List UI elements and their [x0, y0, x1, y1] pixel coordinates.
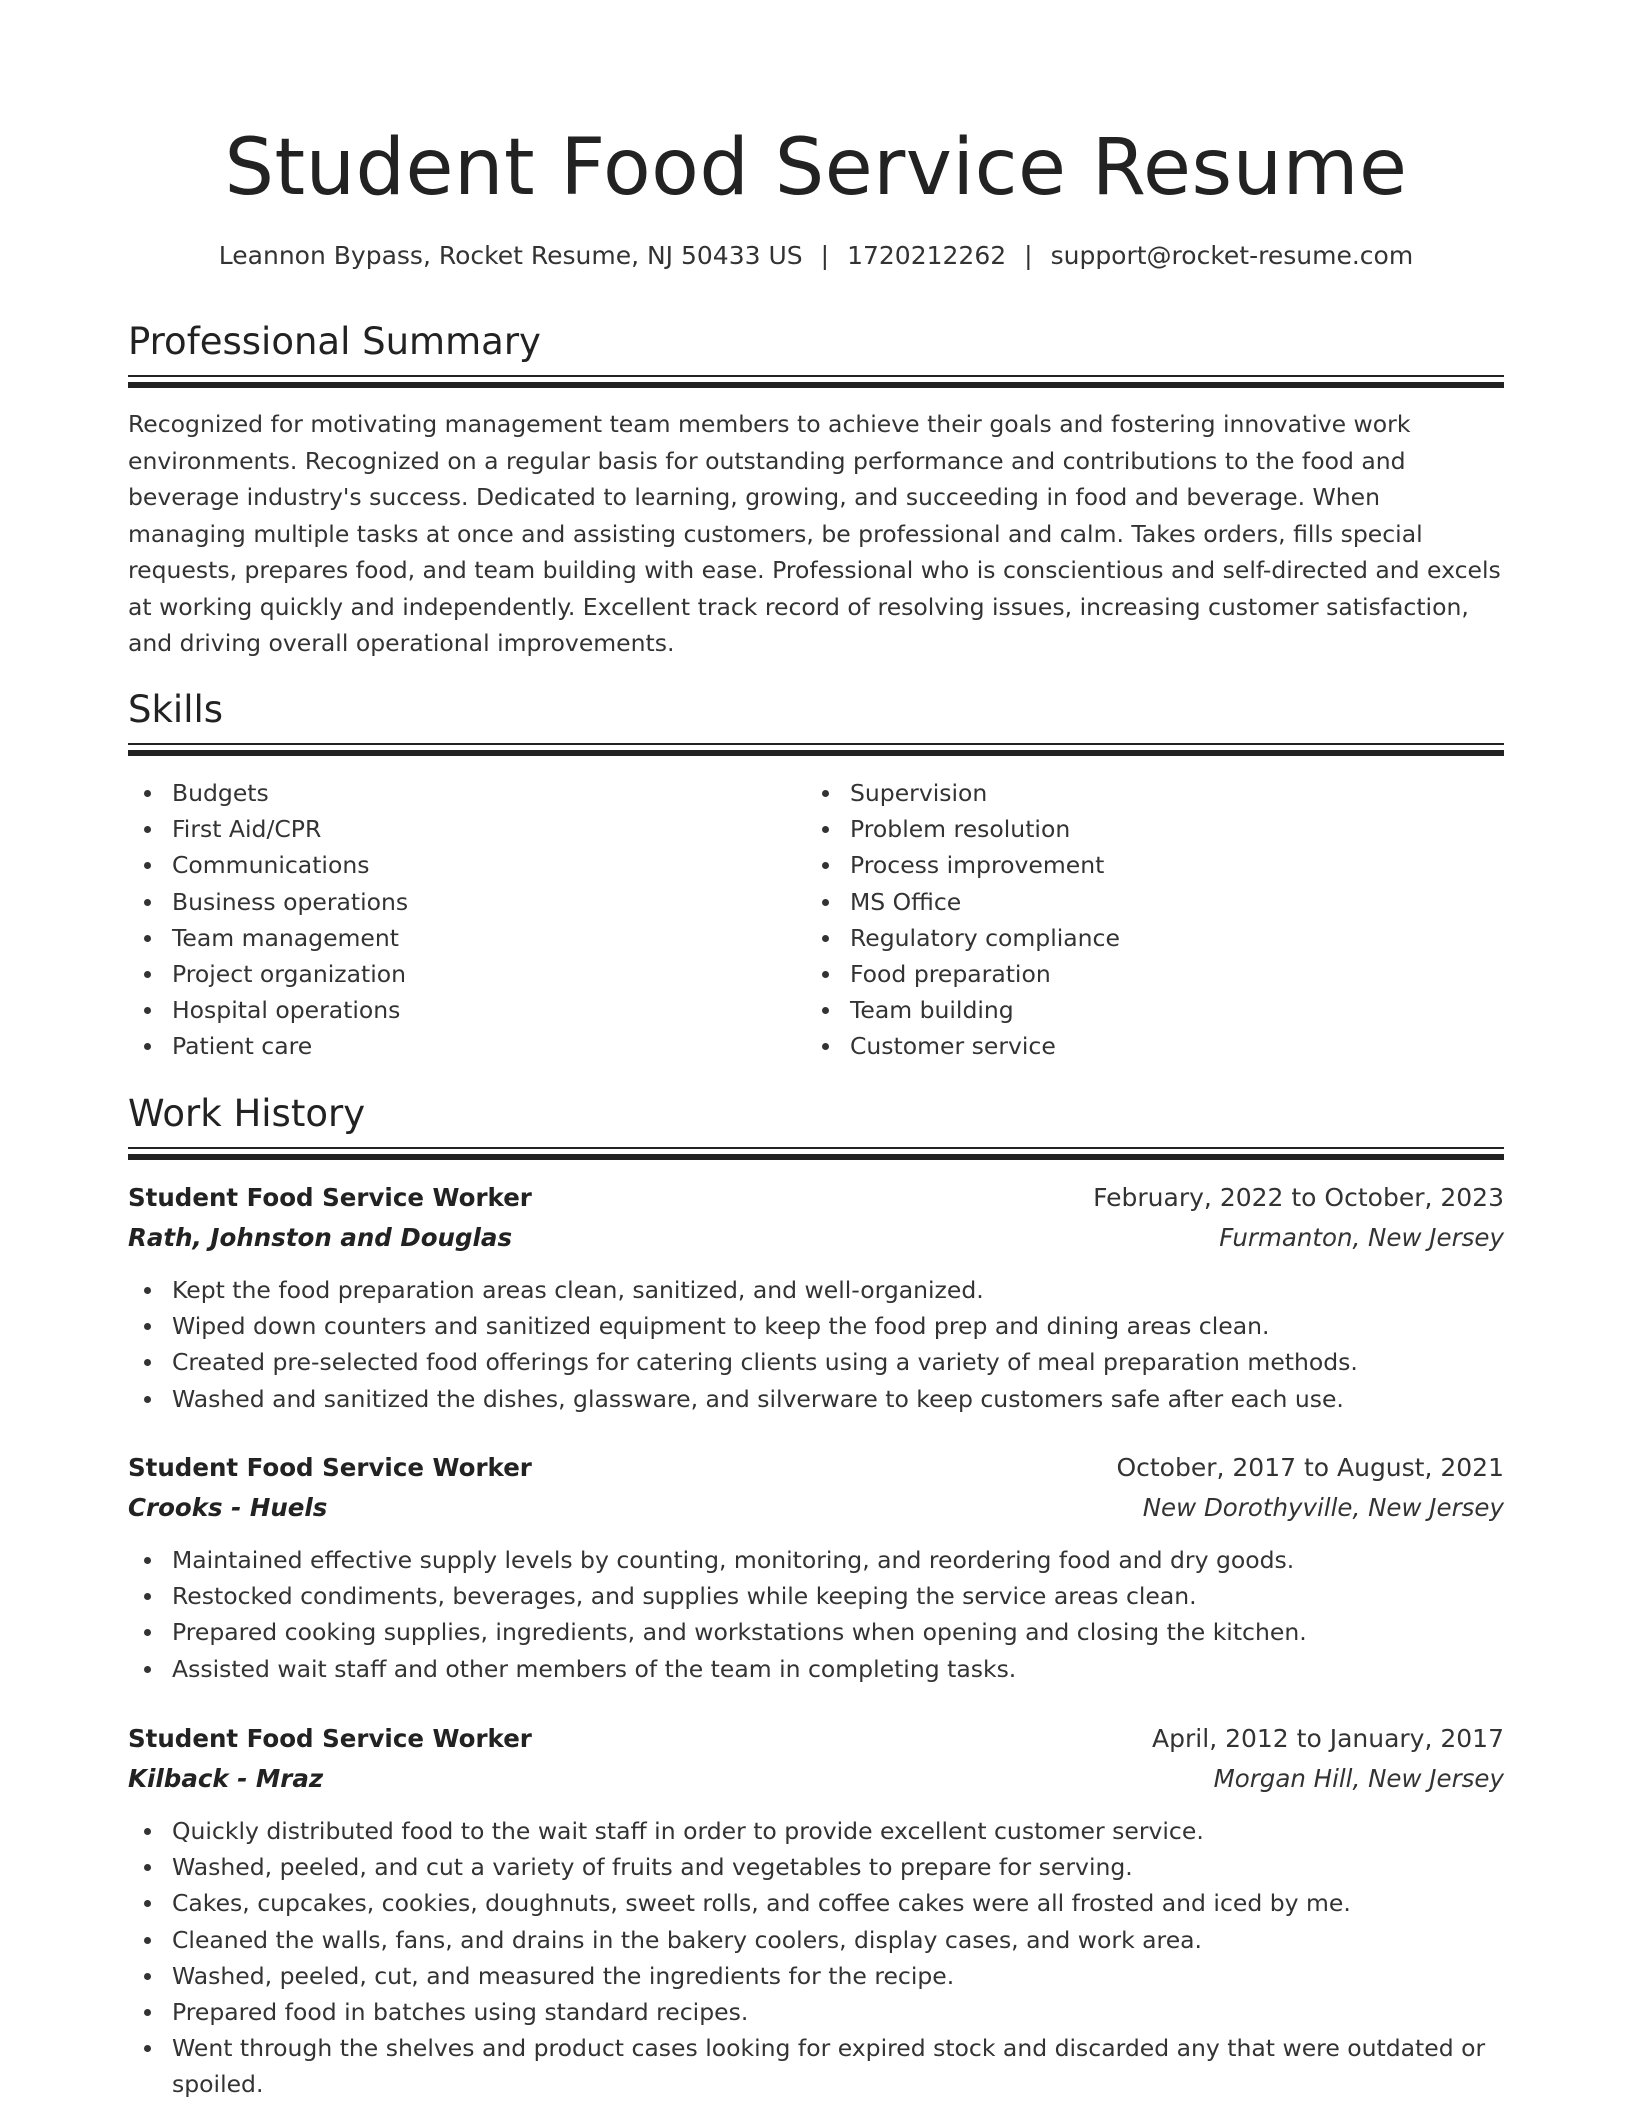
contact-email: support@rocket-resume.com	[1050, 241, 1414, 270]
skill-item: Project organization	[128, 956, 748, 992]
job-entry	[128, 1180, 1504, 1417]
job-bullet: Quickly distributed food to the wait staff in order to provide excellent customer service.	[128, 1813, 1504, 1849]
job-bullet: Washed, peeled, and cut a variety of fruits and vegetables to prepare for serving.	[128, 1849, 1504, 1885]
job-bullets	[128, 1272, 1504, 1417]
skill-item: Supervision	[806, 775, 1426, 811]
job-bullet: Prepared food in batches using standard recipes.	[128, 1994, 1504, 2030]
job-title: Student Food Service Worker	[128, 1453, 532, 1482]
skill-item: Communications	[128, 847, 748, 883]
job-company: Crooks - Huels	[128, 1493, 328, 1522]
job-entry	[128, 1721, 1504, 2103]
job-company-row	[128, 1220, 1504, 1260]
section-rule	[128, 750, 1504, 756]
skill-item: Customer service	[806, 1028, 1426, 1064]
section-heading-skills: Skills	[128, 688, 224, 731]
summary-text: Recognized for motivating management team members to achieve their goals and fostering innovative work environments. Recognized on a regular basis for outstanding performance and contributions to the food and beverage industry's success. Dedicated to learning, growing, and succeeding in food and beverage. When managing multiple tasks at once and assisting customers, be professional and calm. Takes orders, fills special requests, prepares food, and team building with ease. Professional who is conscientious and self-directed and excels at working quickly and independently. Excellent track record of resolving issues, increasing customer satisfaction, and driving overall operational improvements.	[128, 410, 1501, 657]
contact-separator: |	[820, 241, 830, 270]
skill-item: First Aid/CPR	[128, 811, 748, 847]
job-bullet: Washed and sanitized the dishes, glassware, and silverware to keep customers safe after each use.	[128, 1381, 1504, 1417]
skills-list-right	[806, 775, 1426, 1065]
job-dates: April, 2012 to January, 2017	[1152, 1724, 1504, 1753]
contact-phone: 1720212262	[847, 241, 1007, 270]
skill-item: Team building	[806, 992, 1426, 1028]
section-rule	[128, 382, 1504, 388]
section-rule	[128, 743, 1504, 745]
job-location: New Dorothyville, New Jersey	[1142, 1493, 1504, 1522]
section-rule	[128, 1154, 1504, 1160]
job-header-row	[128, 1450, 1504, 1490]
job-bullet: Cakes, cupcakes, cookies, doughnuts, sweet rolls, and coffee cakes were all frosted and iced by me.	[128, 1885, 1504, 1921]
job-dates: February, 2022 to October, 2023	[1093, 1183, 1504, 1212]
job-bullet: Maintained effective supply levels by counting, monitoring, and reordering food and dry goods.	[128, 1542, 1504, 1578]
job-header-row	[128, 1721, 1504, 1761]
skill-item: Budgets	[128, 775, 748, 811]
job-company: Kilback - Mraz	[128, 1764, 324, 1793]
skill-item: MS Office	[806, 884, 1426, 920]
job-title: Student Food Service Worker	[128, 1183, 532, 1212]
contact-separator: |	[1024, 241, 1033, 270]
job-entry	[128, 1450, 1504, 1687]
section-rule	[128, 375, 1504, 377]
section-heading-summary: Professional Summary	[128, 320, 541, 363]
skill-item: Food preparation	[806, 956, 1426, 992]
job-bullets	[128, 1542, 1504, 1687]
job-bullet: Washed, peeled, cut, and measured the ingredients for the recipe.	[128, 1958, 1504, 1994]
job-bullets	[128, 1813, 1504, 2103]
job-location: Morgan Hill, New Jersey	[1213, 1764, 1504, 1793]
job-location: Furmanton, New Jersey	[1219, 1223, 1504, 1252]
job-bullet: Cleaned the walls, fans, and drains in the bakery coolers, display cases, and work area.	[128, 1922, 1504, 1958]
job-header-row	[128, 1180, 1504, 1220]
job-title: Student Food Service Worker	[128, 1724, 532, 1753]
skill-item: Process improvement	[806, 847, 1426, 883]
job-bullet: Went through the shelves and product cases looking for expired stock and discarded any that were outdated or spoiled.	[128, 2030, 1504, 2102]
job-company-row	[128, 1761, 1504, 1801]
job-company-row	[128, 1490, 1504, 1530]
section-heading-work: Work History	[128, 1092, 366, 1135]
resume-title: Student Food Service Resume	[224, 123, 1408, 213]
job-bullet: Restocked condiments, beverages, and supplies while keeping the service areas clean.	[128, 1578, 1504, 1614]
skill-item: Business operations	[128, 884, 748, 920]
skill-item: Hospital operations	[128, 992, 748, 1028]
skill-item: Problem resolution	[806, 811, 1426, 847]
skill-item: Team management	[128, 920, 748, 956]
skill-item: Patient care	[128, 1028, 748, 1064]
job-company: Rath, Johnston and Douglas	[128, 1223, 513, 1252]
skill-item: Regulatory compliance	[806, 920, 1426, 956]
job-bullet: Created pre-selected food offerings for catering clients using a variety of meal preparation methods.	[128, 1344, 1504, 1380]
job-bullet: Prepared cooking supplies, ingredients, and workstations when opening and closing the kitchen.	[128, 1614, 1504, 1650]
contact-line	[128, 238, 1504, 274]
job-bullet: Wiped down counters and sanitized equipment to keep the food prep and dining areas clean.	[128, 1308, 1504, 1344]
job-bullet: Assisted wait staff and other members of the team in completing tasks.	[128, 1651, 1504, 1687]
section-rule	[128, 1147, 1504, 1149]
contact-address: Leannon Bypass, Rocket Resume, NJ 50433 US	[218, 241, 803, 270]
skills-list-left	[128, 775, 748, 1065]
job-bullet: Kept the food preparation areas clean, sanitized, and well-organized.	[128, 1272, 1504, 1308]
job-dates: October, 2017 to August, 2021	[1116, 1453, 1504, 1482]
